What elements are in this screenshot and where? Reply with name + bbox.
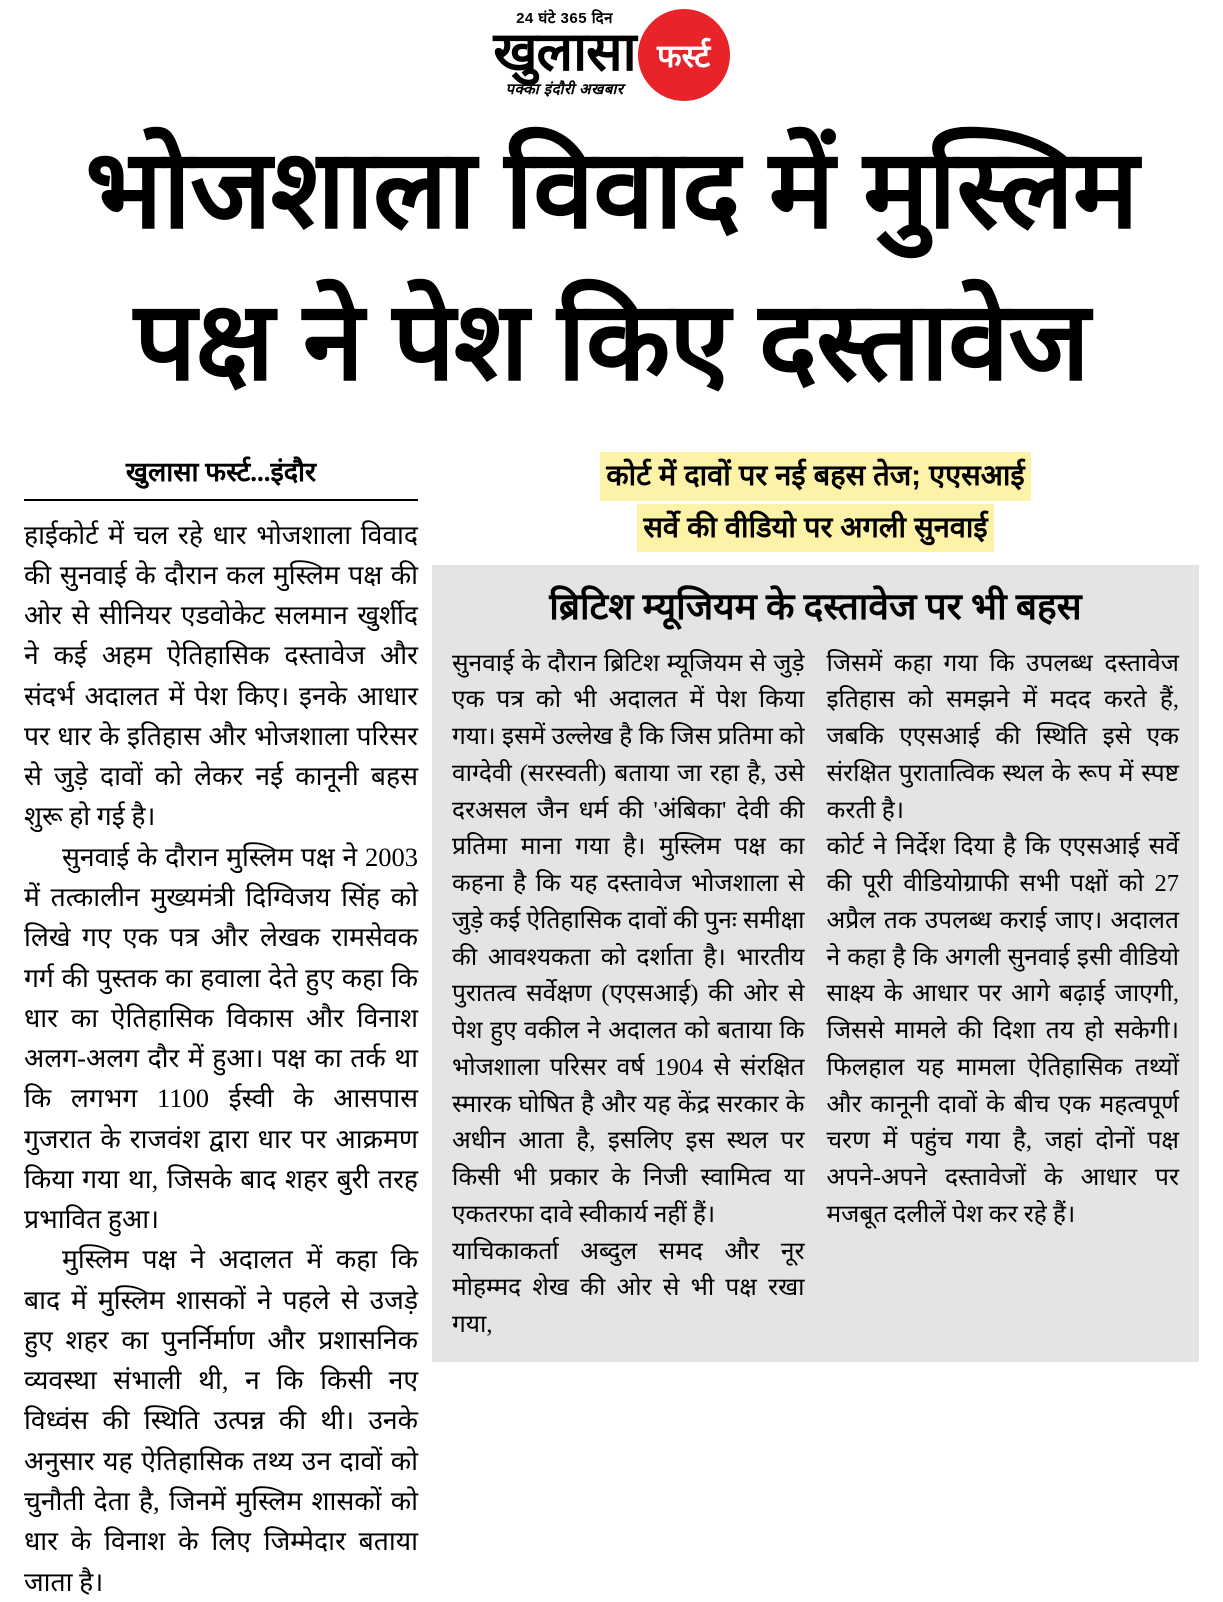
masthead-top-line: 24 घंटे 365 दिन — [516, 10, 613, 28]
kicker-line-2: सर्वे की वीडियो पर अगली सुनवाई — [637, 504, 993, 553]
sidebar-box-columns — [452, 646, 1179, 1344]
box-col1-paragraph-1: सुनवाई के दौरान ब्रिटिश म्यूजियम से जुड़े एक पत्र को भी अदालत में पेश किया गया। इसमें उल्लेख है कि जिस प्रतिमा को वाग्देवी (सरस्वती) बताया जा रहा है, उसे दरअसल जैन धर्म की 'अंबिका' देवी की प्रतिमा माना गया है। मुस्लिम पक्ष का कहना है कि यह दस्तावेज भोजशाला से जुड़े कई ऐतिहासिक दावों की पुनः समीक्षा की आवश्यकता को दर्शाता है। भारतीय पुरातत्व सर्वेक्षण (एएसआई) की ओर से पेश हुए वकील ने अदालत को बताया कि भोजशाला परिसर वर्ष 1904 से संरक्षित स्मारक घोषित है और यह केंद्र सरकार के अधीन आता है, इसलिए इस स्थल पर किसी भी प्रकार के निजी स्वामित्व या एकतरफा दावे स्वीकार्य नहीं हैं। — [452, 649, 805, 1228]
kicker — [432, 452, 1199, 556]
masthead-wordmark — [493, 11, 635, 96]
article-body — [24, 452, 1199, 1602]
box-col1-paragraph-2: याचिकाकर्ता अब्दुल समद और नूर मोहम्मद शेख की ओर से भी पक्ष रखा गया, — [452, 1237, 805, 1339]
sidebar-box-column-1 — [452, 646, 805, 1344]
article-left-column — [24, 452, 432, 1602]
masthead-badge: फर्स्ट — [638, 9, 730, 101]
byline-divider — [24, 499, 418, 501]
kicker-line-1: कोर्ट में दावों पर नई बहस तेज; एएसआई — [600, 452, 1030, 501]
masthead — [0, 0, 1223, 108]
sidebar-box-title: ब्रिटिश म्यूजियम के दस्तावेज पर भी बहस — [549, 587, 1082, 629]
box-col2-paragraph-1: जिसमें कहा गया कि उपलब्ध दस्तावेज इतिहास को समझने में मदद करते हैं, जबकि एएसआई की स्थिति इसे एक संरक्षित पुरातात्विक स्थल के रूप में स्पष्ट करती है। — [826, 649, 1179, 824]
byline: खुलासा फर्स्ट...इंदौर — [125, 456, 317, 487]
sidebar-box — [432, 565, 1199, 1362]
sidebar-box-column-2 — [827, 646, 1180, 1344]
masthead-logo — [493, 7, 729, 101]
masthead-tagline: पक्का इंदौरी अखबार — [505, 80, 624, 98]
left-paragraph-2: सुनवाई के दौरान मुस्लिम पक्ष ने 2003 में तत्कालीन मुख्यमंत्री दिग्विजय सिंह को लिखे गए एक पत्र और लेखक रामसेवक गर्ग की पुस्तक का हवाला देते हुए कहा कि धार का ऐतिहासिक विकास और विनाश अलग-अलग दौर में हुआ। पक्ष का तर्क था कि लगभग 1100 ईस्वी के आसपास गुजरात के राजवंश द्वारा धार पर आक्रमण किया गया था, जिसके बाद शहर बुरी तरह प्रभावित हुआ। — [24, 841, 418, 1235]
left-paragraph-3: मुस्लिम पक्ष ने अदालत में कहा कि बाद में मुस्लिम शासकों ने पहले से उजड़े हुए शहर का पुनर्निर्माण और प्रशासनिक व्यवस्था संभाली थी, न कि किसी नए विध्वंस की स्थिति उत्पन्न की थी। उनके अनुसार यह ऐतिहासिक तथ्य उन दावों को चुनौती देता है, जिनमें मुस्लिम शासकों को धार के विनाश के लिए जिम्मेदार बताया जाता है। — [24, 1244, 418, 1597]
headline-line-1: भोजशाला विवाद में मुस्लिम — [85, 128, 1138, 251]
box-col2-paragraph-2: कोर्ट ने निर्देश दिया है कि एएसआई सर्वे की पूरी वीडियोग्राफी सभी पक्षों को 27 अप्रैल तक उपलब्ध कराई जाए। अदालत ने कहा है कि अगली सुनवाई इसी वीडियो साक्ष्य के आधार पर आगे बढ़ाई जाएगी, जिससे मामले की दिशा तय हो सकेगी। फिलहाल यह मामला ऐतिहासिक तथ्यों और कानूनी दावों के बीच एक महत्वपूर्ण चरण में पहुंच गया है, जहां दोनों पक्ष अपने-अपने दस्तावेजों के आधार पर मजबूत दलीलें पेश कर रहे हैं। — [826, 833, 1179, 1228]
left-paragraph-1: हाईकोर्ट में चल रहे धार भोजशाला विवाद की सुनवाई के दौरान कल मुस्लिम पक्ष की ओर से सीनियर एडवोकेट सलमान खुर्शीद ने कई अहम ऐतिहासिक दस्तावेज और संदर्भ अदालत में पेश किए। इनके आधार पर धार के इतिहास और भोजशाला परिसर से जुड़े दावों को लेकर नई कानूनी बहस शुरू हो गई है। — [24, 519, 418, 832]
page-title — [24, 114, 1199, 418]
article-right-column — [432, 452, 1199, 1362]
masthead-title: खुलासा — [493, 22, 636, 83]
headline-line-2: पक्ष ने पेश किए दस्तावेज — [134, 279, 1089, 403]
